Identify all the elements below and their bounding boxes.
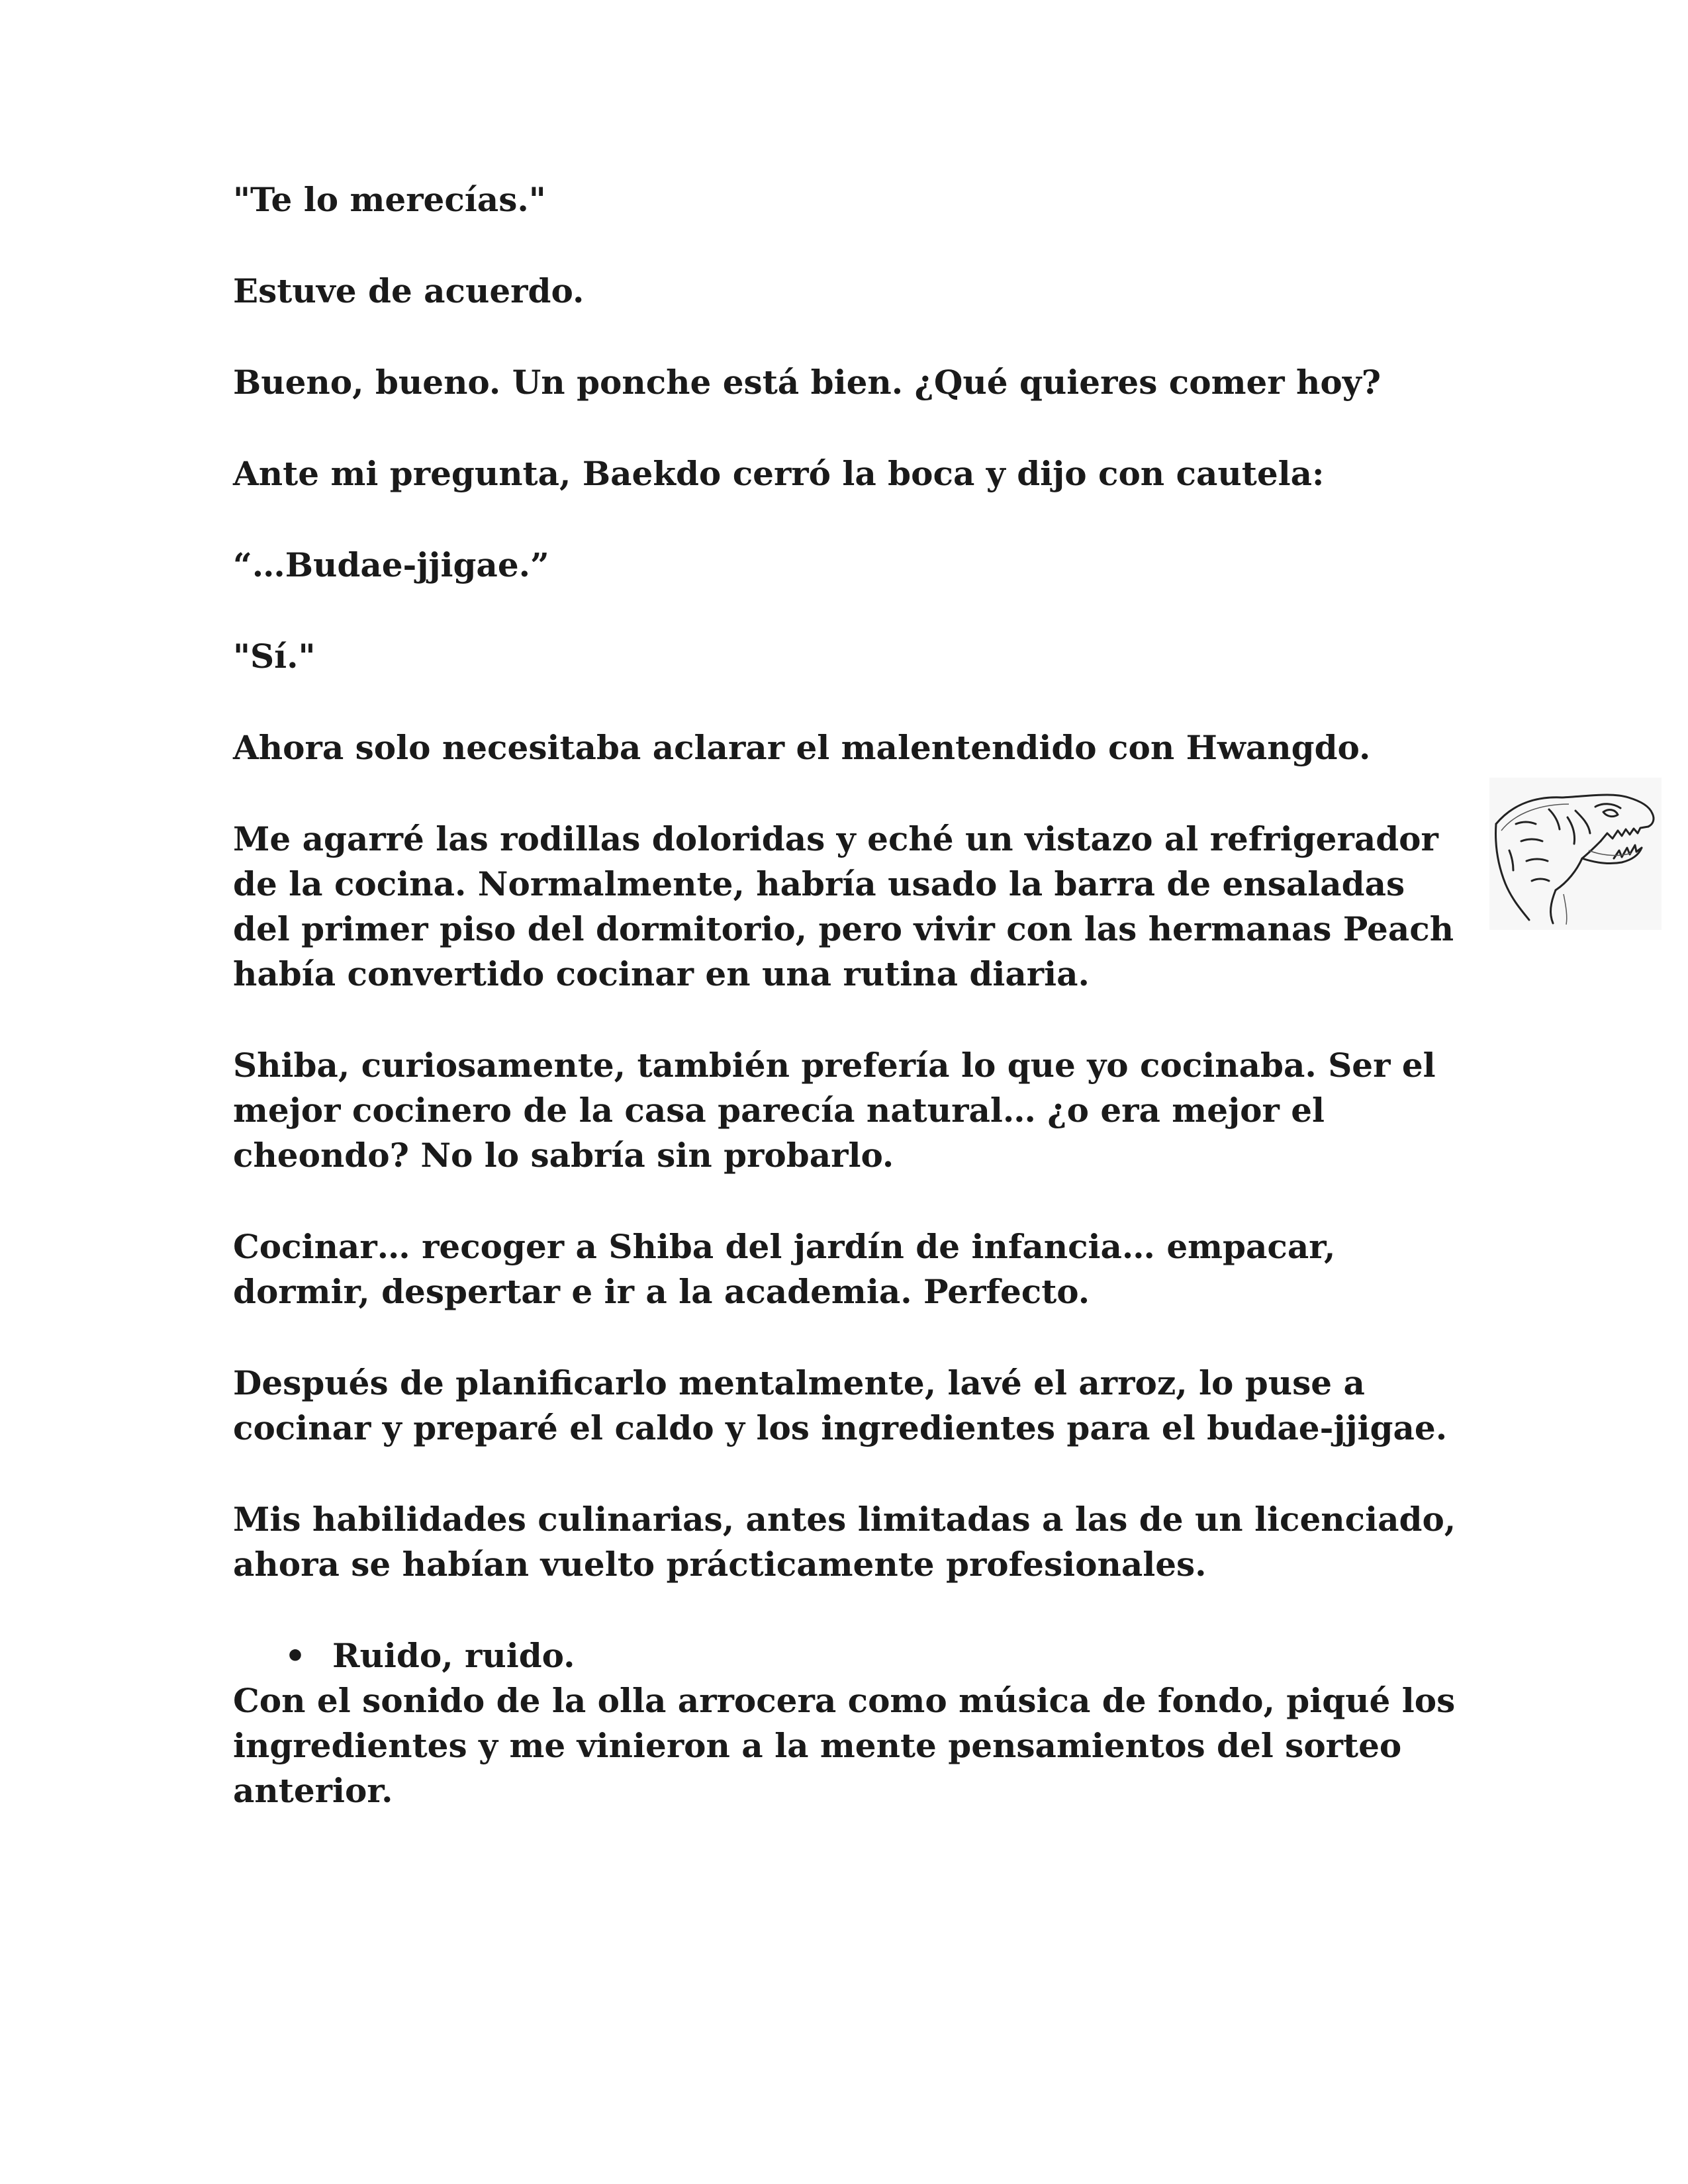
paragraph: Mis habilidades culinarias, antes limitadas a las de un licenciado, ahora se habían vuelto prácticamente profesionales.	[233, 1500, 1456, 1584]
paragraph: Shiba, curiosamente, también prefería lo que yo cocinaba. Ser el mejor cocinero de la casa parecía natural… ¿o era mejor el cheondo? No lo sabría sin probarlo.	[233, 1046, 1436, 1175]
paragraph: Bueno, bueno. Un ponche está bien. ¿Qué quieres comer hoy?	[233, 363, 1382, 402]
bullet-text: Ruido, ruido.	[332, 1636, 575, 1675]
paragraph: "Te lo merecías."	[233, 180, 546, 219]
paragraph: Cocinar… recoger a Shiba del jardín de infancia… empacar, dormir, despertar e ir a la academia. Perfecto.	[233, 1227, 1336, 1311]
paragraph: Con el sonido de la olla arrocera como música de fondo, piqué los ingredientes y me vinieron a la mente pensamientos del sorteo anterior.	[233, 1681, 1456, 1810]
paragraph: Me agarré las rodillas doloridas y eché un vistazo al refrigerador de la cocina. Normalmente, habría usado la barra de ensaladas del primer piso del dormitorio, pero vivir con las hermanas Peach había convertido cocinar en una rutina diaria.	[233, 819, 1454, 993]
paragraph: "Sí."	[233, 637, 316, 676]
bullet-item	[233, 1633, 1458, 1678]
paragraph: “…Budae-jjigae.”	[233, 545, 549, 584]
dinosaur-head-sketch-icon	[1489, 778, 1662, 930]
bullet-marker: •	[285, 1636, 306, 1675]
paragraph: Ahora solo necesitaba aclarar el malentendido con Hwangdo.	[233, 728, 1371, 767]
document-body	[233, 177, 1458, 1813]
bullet-list	[233, 1633, 1458, 1678]
paragraph: Después de planificarlo mentalmente, lavé el arroz, lo puse a cocinar y preparé el caldo y los ingredientes para el budae-jjigae.	[233, 1363, 1448, 1447]
paragraph: Ante mi pregunta, Baekdo cerró la boca y dijo con cautela:	[233, 454, 1325, 493]
paragraph: Estuve de acuerdo.	[233, 271, 585, 310]
